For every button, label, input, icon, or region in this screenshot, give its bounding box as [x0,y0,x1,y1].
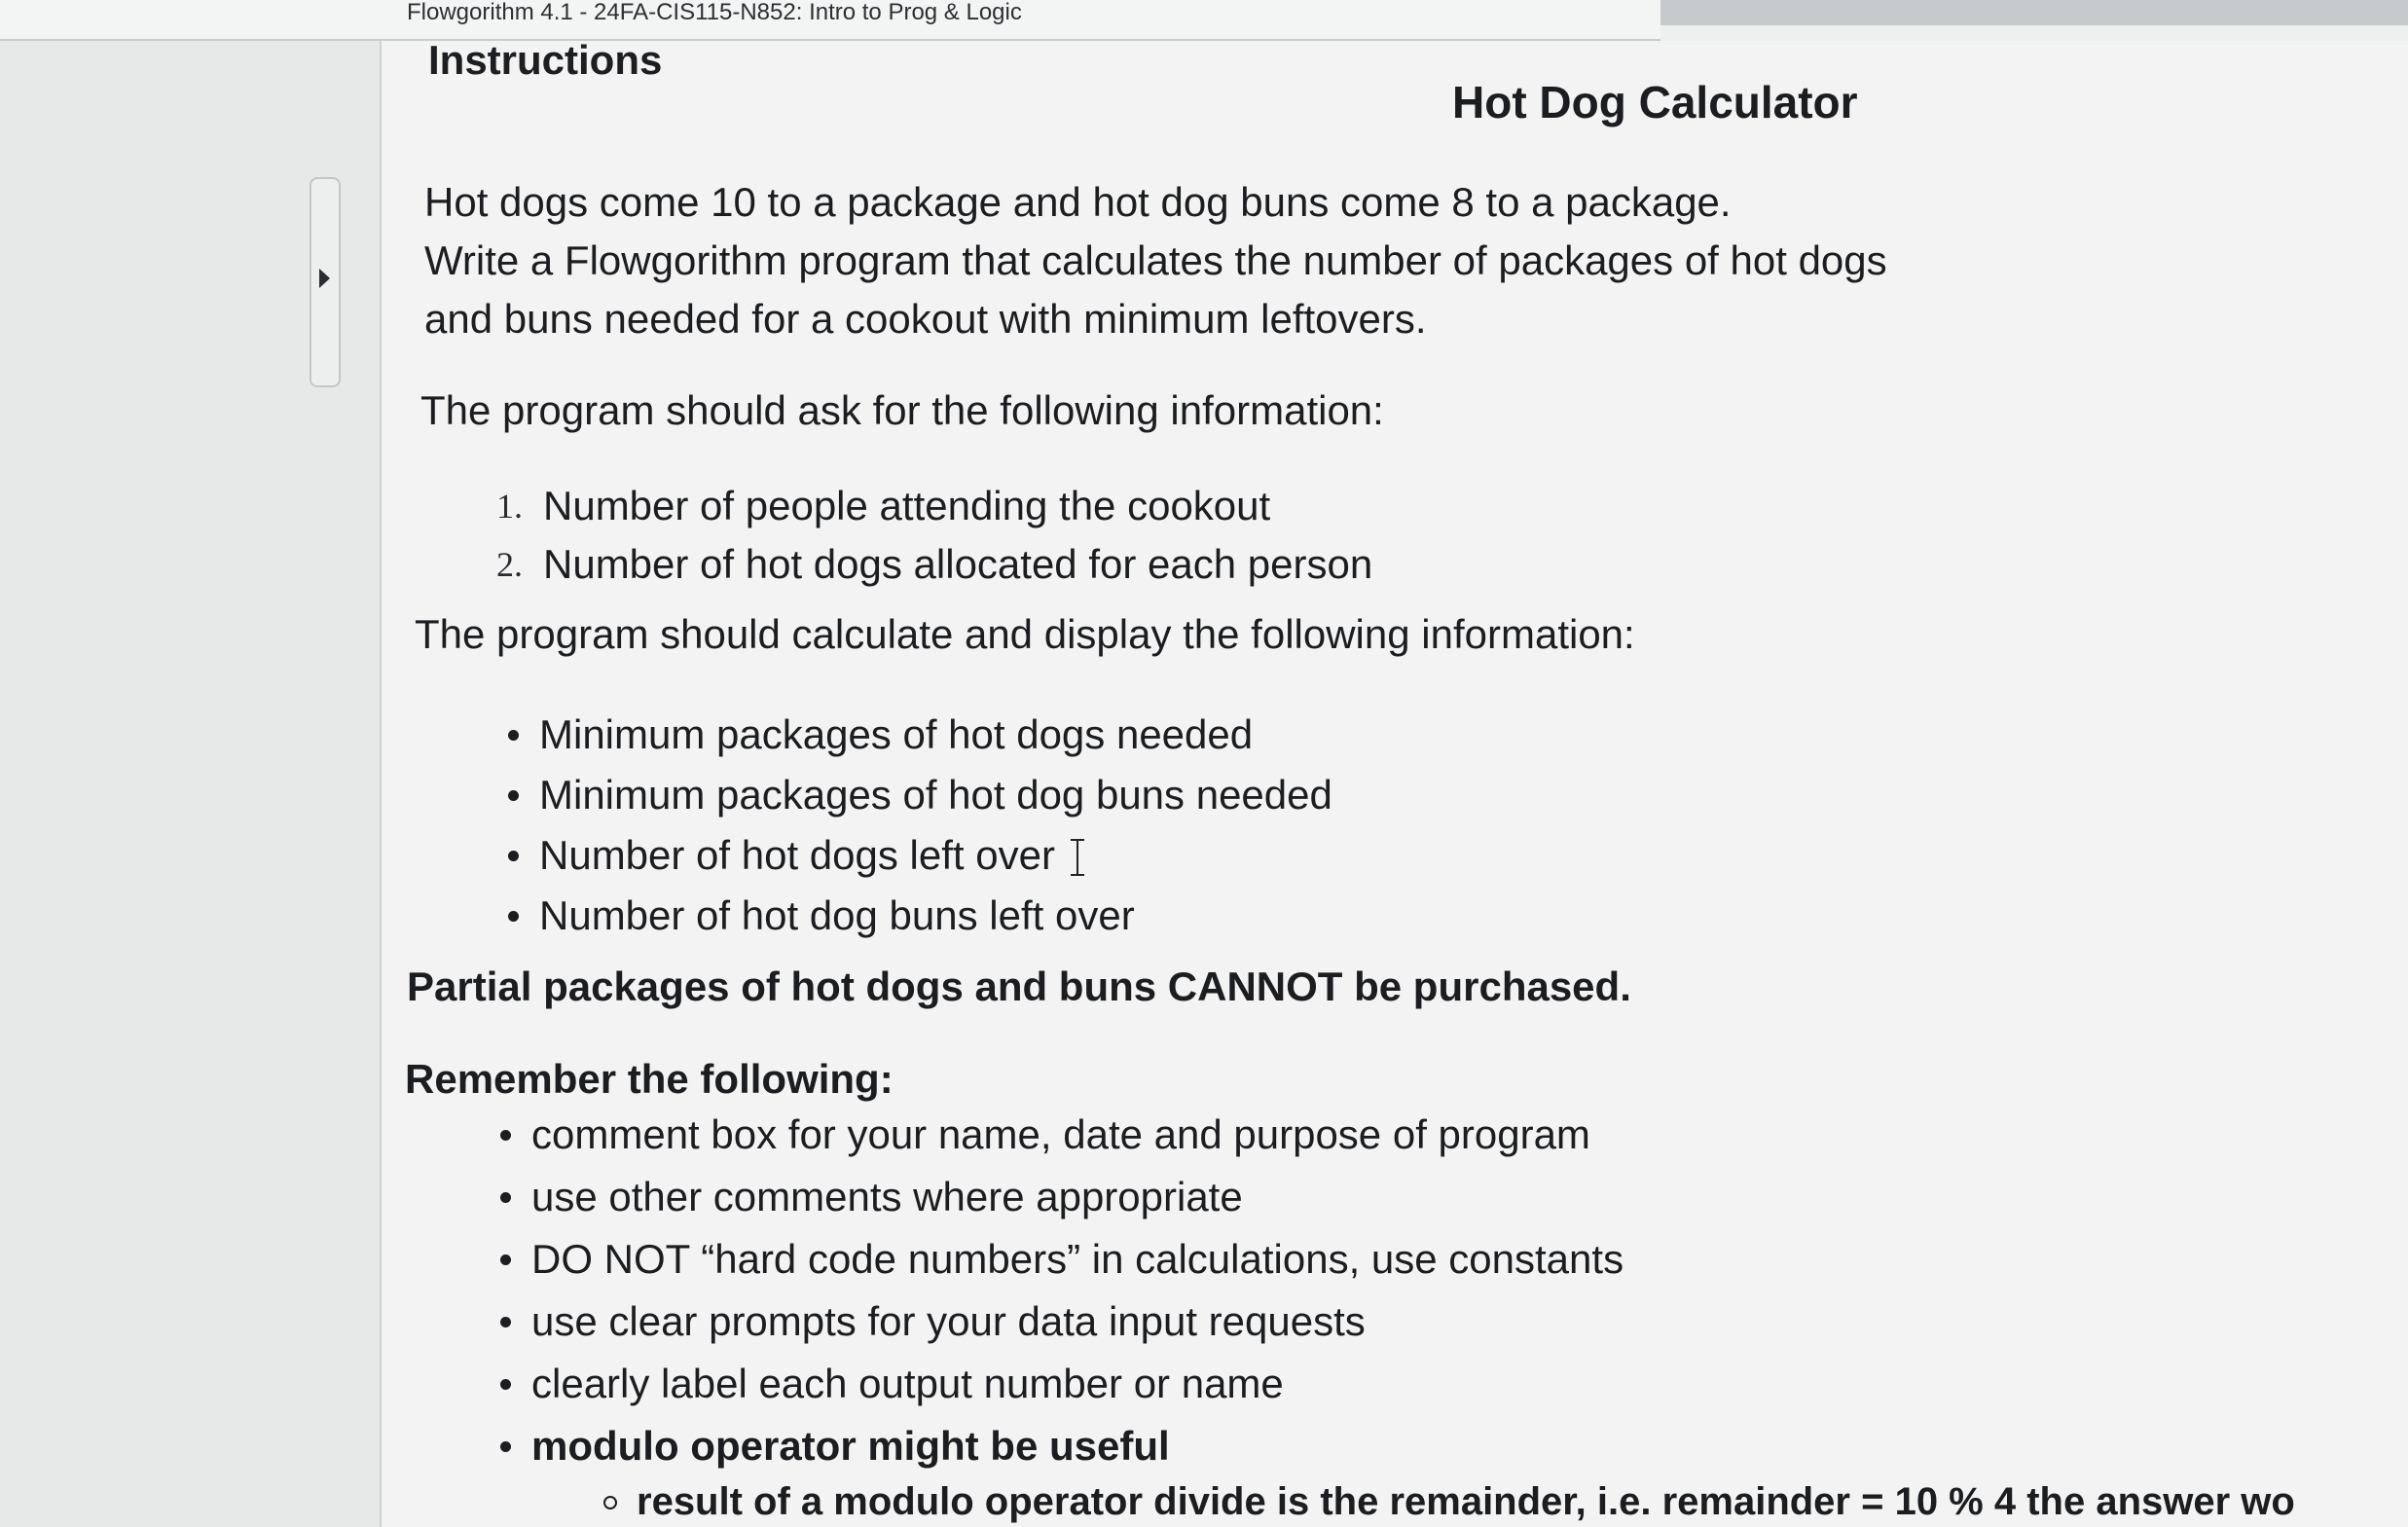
list-item [539,705,1332,765]
list-item-text: clearly label each output number or name [531,1361,1284,1406]
list-item [539,825,1332,886]
intro-line: Hot dogs come 10 to a package and hot dog buns come 8 to a package. [424,179,1732,225]
bullet-icon [500,1441,511,1452]
remember-list [531,1104,1624,1477]
collapse-panel-button[interactable] [310,177,341,387]
text-cursor-icon [1071,839,1084,878]
titlebar-background [1660,0,2408,25]
bullet-icon [508,730,519,741]
list-number: 1. [496,487,523,526]
hollow-bullet-icon [603,1496,617,1509]
list-item [531,1166,1624,1228]
remember-heading: Remember the following: [405,1056,894,1102]
list-item-text: Number of hot dogs left over [539,832,1055,878]
list-item-text: comment box for your name, date and purpose of program [531,1111,1590,1157]
intro-paragraph [424,173,1887,348]
panel-title: Instructions [428,37,663,83]
list-item [531,1104,1624,1166]
list-item-text: DO NOT “hard code numbers” in calculations, use constants [531,1236,1624,1282]
display-heading: The program should calculate and display the following information: [415,611,1635,657]
list-item [531,1291,1624,1353]
list-item [539,765,1332,825]
bullet-icon [500,1317,511,1327]
list-number: 2. [496,545,523,584]
list-item-text: Number of hot dog buns left over [539,892,1135,938]
bullet-icon [500,1130,511,1141]
intro-line: Write a Flowgorithm program that calculates the number of packages of hot dogs [424,237,1887,283]
intro-line: and buns needed for a cookout with minimum leftovers. [424,296,1427,342]
list-item [531,1228,1624,1291]
ask-list [496,477,1373,594]
bullet-icon [500,1192,511,1203]
partial-packages-note: Partial packages of hot dogs and buns CANNOT be purchased. [407,963,1631,1009]
list-item-text: Minimum packages of hot dog buns needed [539,772,1332,818]
bullet-icon [508,790,519,801]
bullet-icon [500,1254,511,1265]
list-item [531,1415,1624,1477]
display-list [539,705,1332,946]
caret-right-icon [319,269,330,288]
list-item-text: Minimum packages of hot dogs needed [539,711,1254,757]
bullet-icon [500,1379,511,1390]
list-item [531,1353,1624,1415]
list-item [496,477,1372,535]
window-titlebar [0,0,1660,41]
bullet-icon [508,911,519,922]
sub-item-text: result of a modulo operator divide is the remainder, i.e. remainder = 10 % 4 the answer wo [637,1480,2295,1523]
ask-heading: The program should ask for the following information: [420,387,1384,433]
document-title: Hot Dog Calculator [1452,77,1858,127]
window-title: Flowgorithm 4.1 - 24FA-CIS115-N852: Intro to Prog & Logic [407,0,1022,25]
list-item-text: use other comments where appropriate [531,1174,1243,1219]
list-item-text: modulo operator might be useful [531,1423,1170,1469]
list-item [539,886,1332,946]
list-item-text: Number of people attending the cookout [543,483,1271,528]
list-item-text: use clear prompts for your data input requests [531,1298,1366,1344]
list-item-text: Number of hot dogs allocated for each person [543,541,1373,587]
left-pane [0,41,382,1527]
bullet-icon [508,851,519,861]
modulo-sub-item [637,1477,2295,1526]
list-item [496,535,1373,594]
